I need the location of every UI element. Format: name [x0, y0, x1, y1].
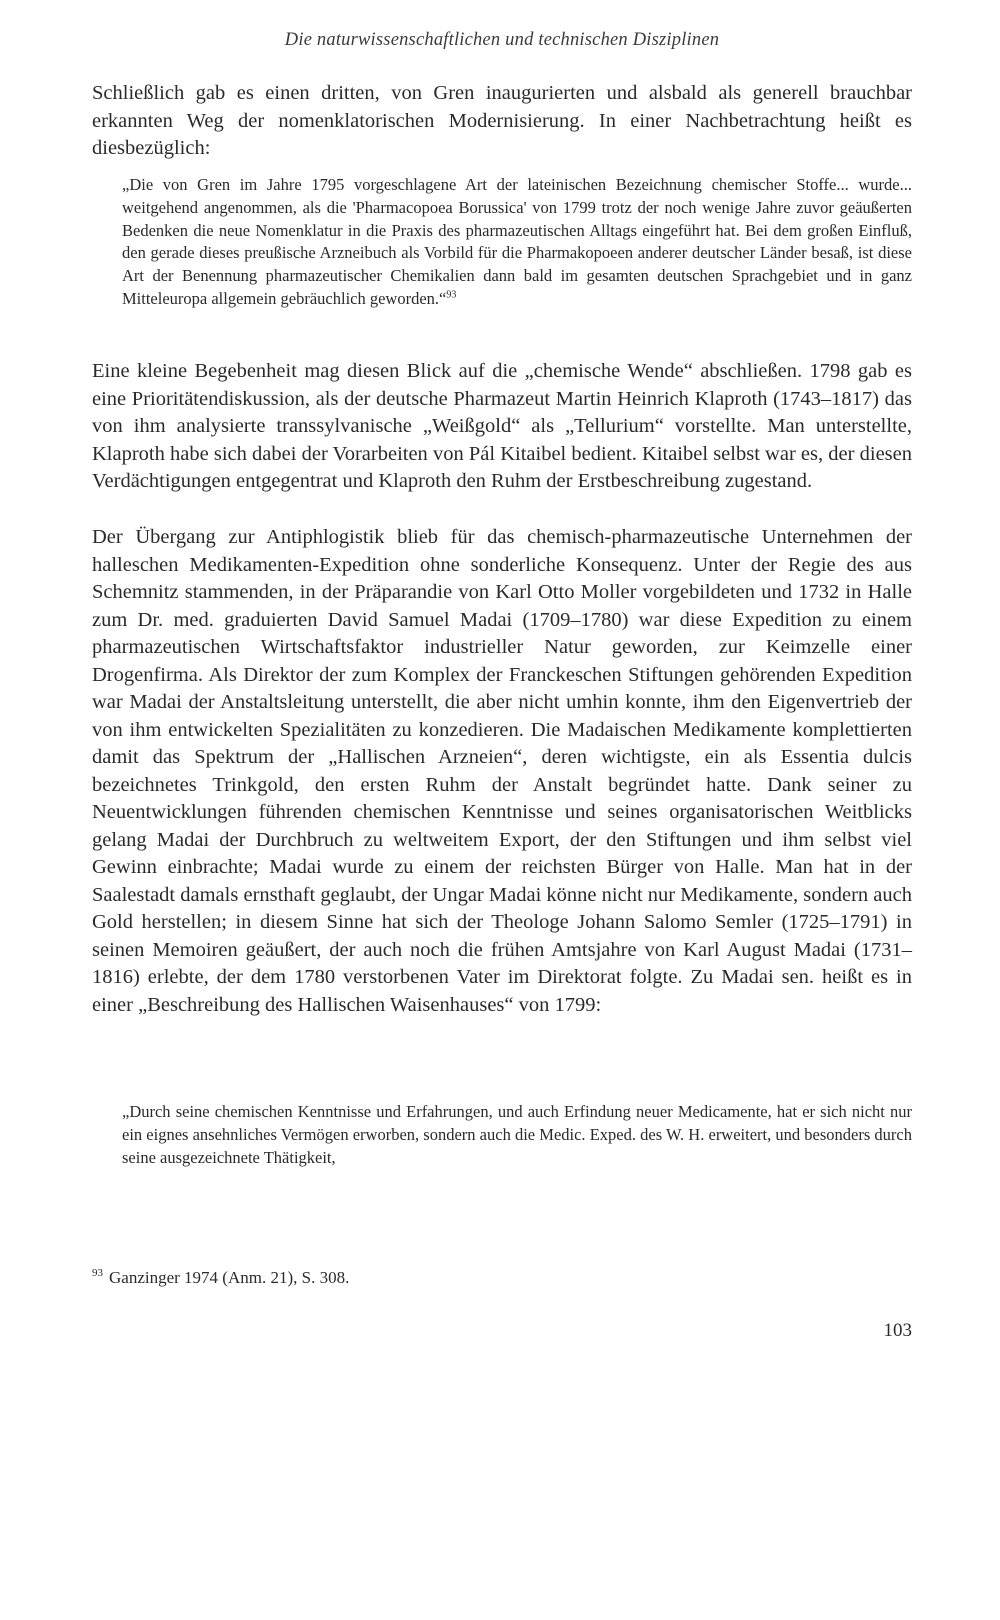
block-quote-1-text: „Die von Gren im Jahre 1795 vorgeschlagene Art der lateinischen Bezeichnung chemischer Stoffe... wurde... weitgehend angenommen, als die 'Pharmacopoea Borussica' von 1799 trotz der noch wenige Jahre zuvor geäußerten Bedenken die neue Nomenklatur in die Praxis des pharmazeutischen Alltags eingeführt hat. Bei dem großen Einfluß, den gerade dieses preußische Arzneibuch als Vorbild für die Pharmakopoeen anderer deutscher Länder besaß, ist diese Art der Benennung pharmazeutischer Chemikalien dann bald im gesamten deutschen Sprachgebiet und in ganz Mitteleuropa allgemein gebräuchlich geworden.“	[122, 175, 912, 308]
paragraph-3-wrap	[92, 524, 912, 1019]
paragraph-2-wrap	[92, 358, 912, 496]
footnote-text: Ganzinger 1974 (Anm. 21), S. 308.	[109, 1268, 350, 1287]
block-quote-2-wrap	[92, 1101, 912, 1169]
running-head: Die naturwissenschaftlichen und technischen Disziplinen	[284, 30, 720, 50]
footnote-number: 93	[92, 1267, 103, 1280]
footnote	[92, 1268, 912, 1288]
paragraph-3: Der Übergang zur Antiphlogistik blieb für das chemisch-pharmazeutische Unternehmen der halleschen Medikamenten-Expedition ohne sonderliche Konsequenz. Unter der Regie des aus Schemnitz stammenden, in der Präparandie von Karl Otto Moller vorgebildeten und 1732 in Halle zum Dr. med. graduierten David Samuel Madai (1709–1780) war diese Expedition zu einem pharmazeutischen Wirtschaftsfaktor industrieller Natur geworden, zur Keimzelle einer Drogenfirma. Als Direktor der zum Komplex der Franckeschen Stiftungen gehörenden Expedition war Madai der Anstaltsleitung unterstellt, die aber nicht umhin konnte, ihm den Eigenvertrieb der von ihm entwickelten Spezialitäten zu konzedieren. Die Madaischen Medikamente komplettierten damit das Spektrum der „Hallischen Arzneien“, deren wichtigste, ein als Essentia dulcis bezeichnetes Trinkgold, den ersten Ruhm der Anstalt begründet hatte. Dank seiner zu Neuentwicklungen führenden chemischen Kenntnisse und seines organisatorischen Weitblicks gelang Madai der Durchbruch zu weltweitem Export, der den Stiftungen und ihm selbst viel Gewinn einbrachte; Madai wurde zu einem der reichsten Bürger von Halle. Man hat in der Saalestadt damals ernsthaft geglaubt, der Ungar Madai könne nicht nur Medikamente, sondern auch Gold herstellen; in diesem Sinne hat sich der Theologe Johann Salomo Semler (1725–1791) in seinen Memoiren geäußert, der auch noch die frühen Amtsjahre von Karl August Madai (1731–1816) erlebte, der dem 1780 verstorbenen Vater im Direktorat folgte. Zu Madai sen. heißt es in einer „Beschreibung des Hallischen Waisenhauses“ von 1799:	[92, 526, 912, 1016]
block-quote-2: „Durch seine chemischen Kenntnisse und Erfahrungen, und auch Erfindung neuer Medicamente, hat er sich nicht nur ein eignes ansehnliches Vermögen erworben, sondern auch die Medic. Exped. des W. H. erweitert, und besonders durch seine ausgezeichnete Thätigkeit,	[122, 1102, 912, 1167]
block-quote-1	[92, 174, 912, 311]
main-text	[92, 80, 912, 163]
block-quote-1-wrap	[92, 174, 912, 311]
page-number: 103	[883, 1320, 912, 1341]
paragraph-2: Eine kleine Begebenheit mag diesen Blick auf die „chemische Wende“ abschließen. 1798 gab es eine Prioritätendiskussion, als der deutsche Pharmazeut Martin Heinrich Klaproth (1743–1817) das von ihm analysierte transsylvanische „Weißgold“ als „Tellurium“ vorstellte. Man unterstellte, Klaproth habe sich dabei der Vorarbeiten von Pál Kitaibel bedient. Kitaibel selbst war es, der diesen Verdächtigungen entgegentrat und Klaproth den Ruhm der Erstbeschreibung zugestand.	[92, 360, 912, 492]
footnote-ref-93: 93	[446, 289, 457, 301]
paragraph-1: Schließlich gab es einen dritten, von Gren inaugurierten und alsbald als generell brauchbar erkannten Weg der nomenklatorischen Modernisierung. In einer Nachbetrachtung heißt es diesbezüglich:	[92, 82, 912, 159]
